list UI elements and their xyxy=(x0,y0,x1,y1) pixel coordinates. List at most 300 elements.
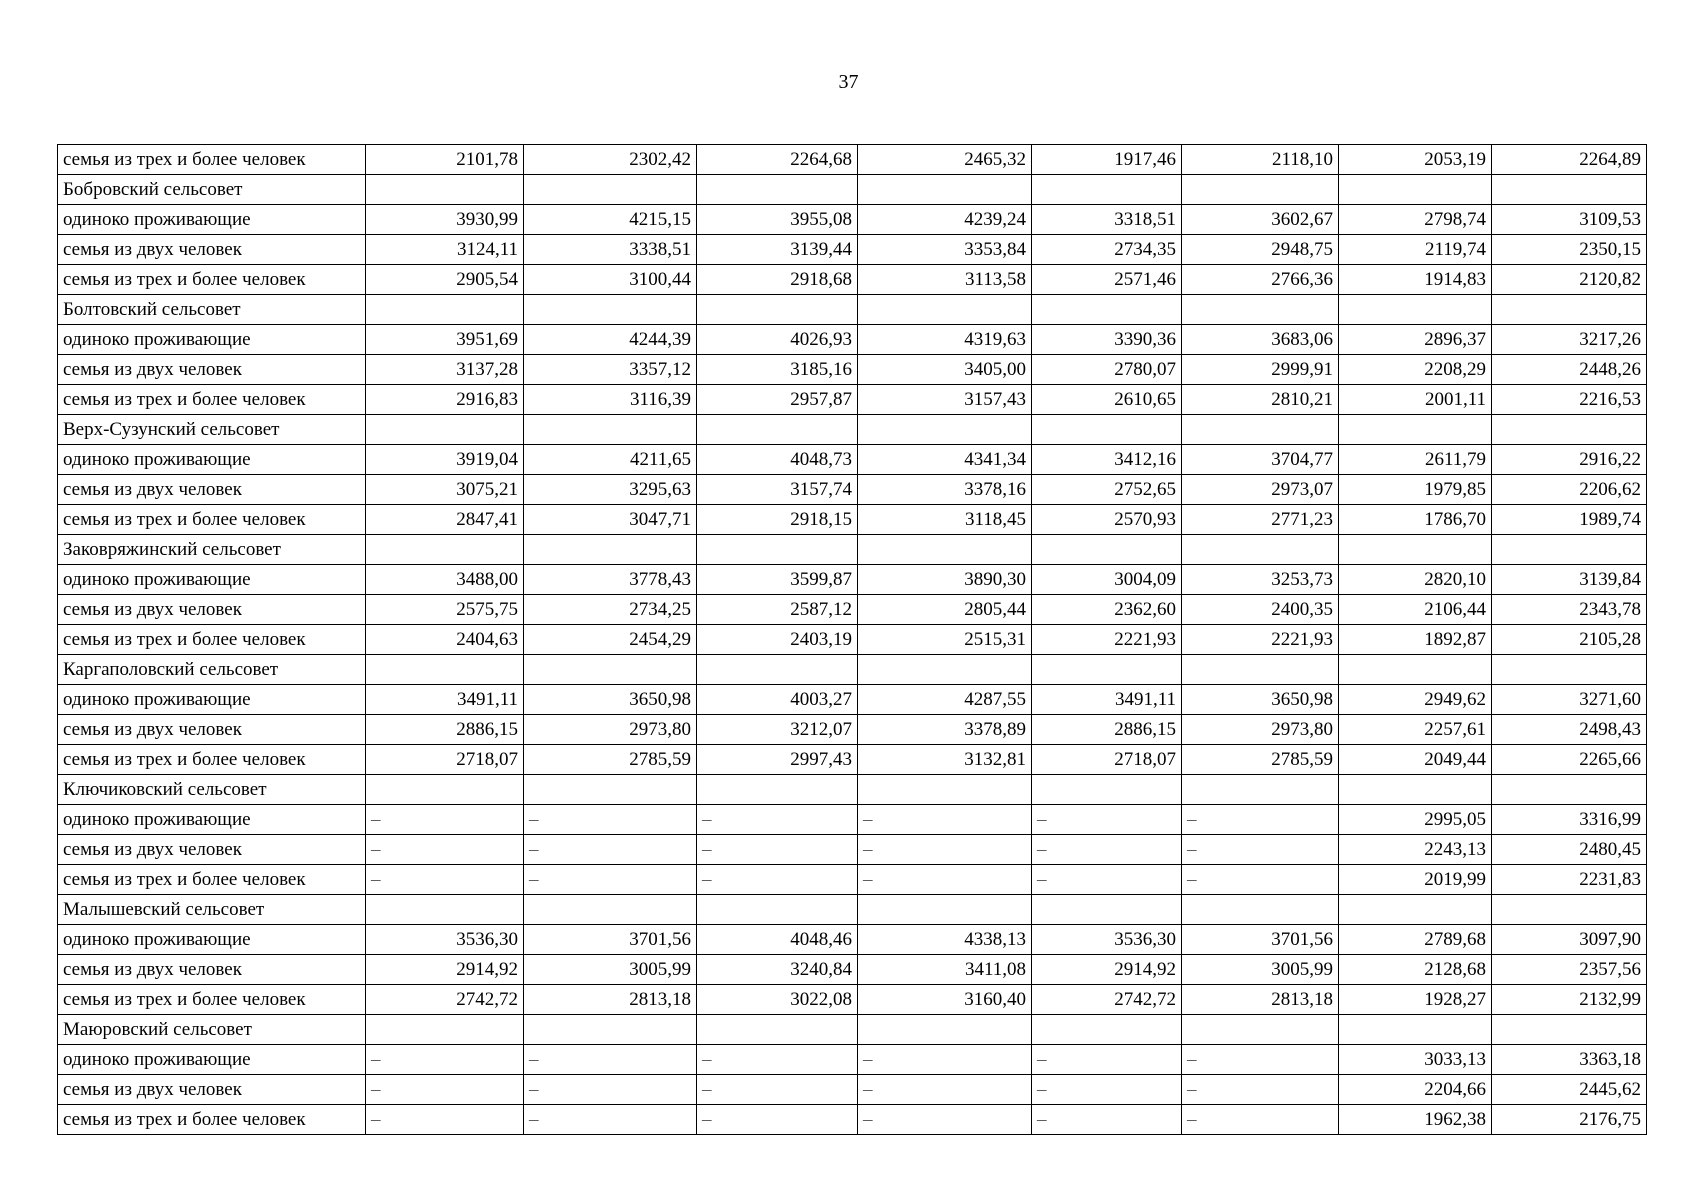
table-row xyxy=(58,145,1647,175)
blank-cell xyxy=(1032,895,1182,925)
row-label: одиноко проживающие xyxy=(58,565,366,595)
value-cell: 2905,54 xyxy=(366,265,524,295)
value-cell: 3338,51 xyxy=(524,235,697,265)
table-row xyxy=(58,625,1647,655)
value-cell: 3318,51 xyxy=(1032,205,1182,235)
value-cell: 2019,99 xyxy=(1339,865,1492,895)
row-label: семья из двух человек xyxy=(58,355,366,385)
value-cell: 3157,74 xyxy=(697,475,858,505)
blank-cell xyxy=(1492,175,1647,205)
table-row xyxy=(58,865,1647,895)
value-cell: 2949,62 xyxy=(1339,685,1492,715)
empty-value-cell: – xyxy=(524,805,697,835)
row-label: одиноко проживающие xyxy=(58,205,366,235)
empty-value-cell: – xyxy=(1032,1105,1182,1135)
blank-cell xyxy=(1032,1015,1182,1045)
row-label: семья из трех и более человек xyxy=(58,265,366,295)
empty-value-cell: – xyxy=(1032,865,1182,895)
blank-cell xyxy=(1182,655,1339,685)
value-cell: 2204,66 xyxy=(1339,1075,1492,1105)
row-label: семья из трех и более человек xyxy=(58,625,366,655)
value-cell: 3353,84 xyxy=(858,235,1032,265)
value-cell: 2400,35 xyxy=(1182,595,1339,625)
value-cell: 2515,31 xyxy=(858,625,1032,655)
blank-cell xyxy=(1492,415,1647,445)
value-cell: 2973,80 xyxy=(1182,715,1339,745)
page-number: 37 xyxy=(838,71,859,93)
blank-cell xyxy=(1339,895,1492,925)
blank-cell xyxy=(1339,295,1492,325)
value-cell: 2918,15 xyxy=(697,505,858,535)
blank-cell xyxy=(366,775,524,805)
value-cell: 2948,75 xyxy=(1182,235,1339,265)
empty-value-cell: – xyxy=(524,835,697,865)
value-cell: 1979,85 xyxy=(1339,475,1492,505)
blank-cell xyxy=(524,175,697,205)
blank-cell xyxy=(697,295,858,325)
value-cell: 2785,59 xyxy=(1182,745,1339,775)
value-cell: 2264,68 xyxy=(697,145,858,175)
value-cell: 4341,34 xyxy=(858,445,1032,475)
value-cell: 2789,68 xyxy=(1339,925,1492,955)
blank-cell xyxy=(1492,1015,1647,1045)
value-cell: 1928,27 xyxy=(1339,985,1492,1015)
value-cell: 2208,29 xyxy=(1339,355,1492,385)
blank-cell xyxy=(1182,775,1339,805)
value-cell: 2257,61 xyxy=(1339,715,1492,745)
value-cell: 2465,32 xyxy=(858,145,1032,175)
row-label: семья из трех и более человек xyxy=(58,985,366,1015)
section-row xyxy=(58,535,1647,565)
value-cell: 2973,80 xyxy=(524,715,697,745)
blank-cell xyxy=(858,775,1032,805)
blank-cell xyxy=(697,775,858,805)
blank-cell xyxy=(697,1015,858,1045)
empty-value-cell: – xyxy=(858,1045,1032,1075)
value-cell: 3005,99 xyxy=(1182,955,1339,985)
blank-cell xyxy=(858,655,1032,685)
value-cell: 2914,92 xyxy=(1032,955,1182,985)
value-cell: 2810,21 xyxy=(1182,385,1339,415)
blank-cell xyxy=(858,175,1032,205)
empty-value-cell: – xyxy=(366,1075,524,1105)
blank-cell xyxy=(697,535,858,565)
empty-value-cell: – xyxy=(366,835,524,865)
blank-cell xyxy=(1032,655,1182,685)
blank-cell xyxy=(366,895,524,925)
blank-cell xyxy=(1339,655,1492,685)
value-cell: 2265,66 xyxy=(1492,745,1647,775)
table-row xyxy=(58,745,1647,775)
value-cell: 3701,56 xyxy=(1182,925,1339,955)
value-cell: 2918,68 xyxy=(697,265,858,295)
value-cell: 3491,11 xyxy=(1032,685,1182,715)
value-cell: 2886,15 xyxy=(366,715,524,745)
value-cell: 4048,46 xyxy=(697,925,858,955)
value-cell: 3047,71 xyxy=(524,505,697,535)
row-label: семья из двух человек xyxy=(58,595,366,625)
blank-cell xyxy=(1339,415,1492,445)
blank-cell xyxy=(1182,895,1339,925)
blank-cell xyxy=(697,175,858,205)
blank-cell xyxy=(524,775,697,805)
value-cell: 3118,45 xyxy=(858,505,1032,535)
value-cell: 3890,30 xyxy=(858,565,1032,595)
value-cell: 2611,79 xyxy=(1339,445,1492,475)
empty-value-cell: – xyxy=(524,1105,697,1135)
section-label: Верх-Сузунский сельсовет xyxy=(58,415,366,445)
value-cell: 2480,45 xyxy=(1492,835,1647,865)
blank-cell xyxy=(1182,415,1339,445)
section-label: Ключиковский сельсовет xyxy=(58,775,366,805)
row-label: одиноко проживающие xyxy=(58,685,366,715)
value-cell: 3536,30 xyxy=(366,925,524,955)
empty-value-cell: – xyxy=(697,1045,858,1075)
value-cell: 2231,83 xyxy=(1492,865,1647,895)
value-cell: 2128,68 xyxy=(1339,955,1492,985)
row-label: семья из двух человек xyxy=(58,1075,366,1105)
value-cell: 1917,46 xyxy=(1032,145,1182,175)
value-cell: 2350,15 xyxy=(1492,235,1647,265)
table-row xyxy=(58,355,1647,385)
value-cell: 2302,42 xyxy=(524,145,697,175)
empty-value-cell: – xyxy=(697,805,858,835)
value-cell: 4215,15 xyxy=(524,205,697,235)
value-cell: 2820,10 xyxy=(1339,565,1492,595)
table-row xyxy=(58,265,1647,295)
empty-value-cell: – xyxy=(858,1075,1032,1105)
value-cell: 2176,75 xyxy=(1492,1105,1647,1135)
section-row xyxy=(58,295,1647,325)
empty-value-cell: – xyxy=(1182,835,1339,865)
value-cell: 3005,99 xyxy=(524,955,697,985)
value-cell: 2805,44 xyxy=(858,595,1032,625)
value-cell: 2216,53 xyxy=(1492,385,1647,415)
table-row xyxy=(58,685,1647,715)
empty-value-cell: – xyxy=(1032,1075,1182,1105)
empty-value-cell: – xyxy=(697,835,858,865)
value-cell: 3411,08 xyxy=(858,955,1032,985)
value-cell: 2362,60 xyxy=(1032,595,1182,625)
blank-cell xyxy=(1032,415,1182,445)
value-cell: 4338,13 xyxy=(858,925,1032,955)
blank-cell xyxy=(524,1015,697,1045)
value-cell: 2896,37 xyxy=(1339,325,1492,355)
value-cell: 1914,83 xyxy=(1339,265,1492,295)
blank-cell xyxy=(858,1015,1032,1045)
table-body xyxy=(58,145,1647,1135)
value-cell: 2766,36 xyxy=(1182,265,1339,295)
value-cell: 3488,00 xyxy=(366,565,524,595)
row-label: одиноко проживающие xyxy=(58,1045,366,1075)
section-row xyxy=(58,415,1647,445)
table-row xyxy=(58,925,1647,955)
value-cell: 1786,70 xyxy=(1339,505,1492,535)
value-cell: 2957,87 xyxy=(697,385,858,415)
value-cell: 3602,67 xyxy=(1182,205,1339,235)
table-row xyxy=(58,205,1647,235)
value-cell: 3137,28 xyxy=(366,355,524,385)
blank-cell xyxy=(366,295,524,325)
blank-cell xyxy=(1182,175,1339,205)
value-cell: 2771,23 xyxy=(1182,505,1339,535)
blank-cell xyxy=(1339,775,1492,805)
row-label: одиноко проживающие xyxy=(58,325,366,355)
blank-cell xyxy=(858,895,1032,925)
blank-cell xyxy=(1492,655,1647,685)
value-cell: 4003,27 xyxy=(697,685,858,715)
empty-value-cell: – xyxy=(366,865,524,895)
value-cell: 3100,44 xyxy=(524,265,697,295)
blank-cell xyxy=(697,655,858,685)
empty-value-cell: – xyxy=(524,1045,697,1075)
section-row xyxy=(58,895,1647,925)
blank-cell xyxy=(1492,295,1647,325)
value-cell: 2813,18 xyxy=(1182,985,1339,1015)
empty-value-cell: – xyxy=(858,805,1032,835)
empty-value-cell: – xyxy=(366,1045,524,1075)
empty-value-cell: – xyxy=(1032,835,1182,865)
empty-value-cell: – xyxy=(858,835,1032,865)
blank-cell xyxy=(697,895,858,925)
section-label: Каргаполовский сельсовет xyxy=(58,655,366,685)
blank-cell xyxy=(524,535,697,565)
value-cell: 3491,11 xyxy=(366,685,524,715)
table-row xyxy=(58,565,1647,595)
value-cell: 3930,99 xyxy=(366,205,524,235)
value-cell: 2718,07 xyxy=(366,745,524,775)
value-cell: 2610,65 xyxy=(1032,385,1182,415)
row-label: семья из трех и более человек xyxy=(58,505,366,535)
value-cell: 4244,39 xyxy=(524,325,697,355)
empty-value-cell: – xyxy=(1182,1075,1339,1105)
value-cell: 3116,39 xyxy=(524,385,697,415)
section-label: Заковряжинский сельсовет xyxy=(58,535,366,565)
table-row xyxy=(58,505,1647,535)
value-cell: 2120,82 xyxy=(1492,265,1647,295)
value-cell: 3951,69 xyxy=(366,325,524,355)
value-cell: 2718,07 xyxy=(1032,745,1182,775)
value-cell: 2243,13 xyxy=(1339,835,1492,865)
value-cell: 2752,65 xyxy=(1032,475,1182,505)
value-cell: 3704,77 xyxy=(1182,445,1339,475)
value-cell: 3919,04 xyxy=(366,445,524,475)
value-cell: 2813,18 xyxy=(524,985,697,1015)
blank-cell xyxy=(366,175,524,205)
value-cell: 3955,08 xyxy=(697,205,858,235)
value-cell: 4026,93 xyxy=(697,325,858,355)
value-cell: 2448,26 xyxy=(1492,355,1647,385)
section-label: Малышевский сельсовет xyxy=(58,895,366,925)
table-row xyxy=(58,445,1647,475)
table-row xyxy=(58,1075,1647,1105)
table-row xyxy=(58,475,1647,505)
row-label: одиноко проживающие xyxy=(58,445,366,475)
row-label: семья из двух человек xyxy=(58,835,366,865)
blank-cell xyxy=(1032,775,1182,805)
empty-value-cell: – xyxy=(366,1105,524,1135)
value-cell: 3378,16 xyxy=(858,475,1032,505)
value-cell: 3097,90 xyxy=(1492,925,1647,955)
value-cell: 2587,12 xyxy=(697,595,858,625)
value-cell: 2105,28 xyxy=(1492,625,1647,655)
value-cell: 2264,89 xyxy=(1492,145,1647,175)
empty-value-cell: – xyxy=(858,1105,1032,1135)
row-label: семья из трех и более человек xyxy=(58,385,366,415)
value-cell: 3683,06 xyxy=(1182,325,1339,355)
table-row xyxy=(58,955,1647,985)
value-cell: 3160,40 xyxy=(858,985,1032,1015)
value-cell: 3253,73 xyxy=(1182,565,1339,595)
value-cell: 2995,05 xyxy=(1339,805,1492,835)
empty-value-cell: – xyxy=(366,805,524,835)
row-label: семья из двух человек xyxy=(58,955,366,985)
section-label: Маюровский сельсовет xyxy=(58,1015,366,1045)
value-cell: 3004,09 xyxy=(1032,565,1182,595)
value-cell: 2221,93 xyxy=(1032,625,1182,655)
blank-cell xyxy=(1182,535,1339,565)
table-row xyxy=(58,595,1647,625)
table-row xyxy=(58,385,1647,415)
blank-cell xyxy=(1032,175,1182,205)
value-cell: 3650,98 xyxy=(1182,685,1339,715)
value-cell: 2001,11 xyxy=(1339,385,1492,415)
blank-cell xyxy=(697,415,858,445)
row-label: семья из трех и более человек xyxy=(58,865,366,895)
table-row xyxy=(58,985,1647,1015)
value-cell: 2403,19 xyxy=(697,625,858,655)
empty-value-cell: – xyxy=(524,865,697,895)
value-cell: 3778,43 xyxy=(524,565,697,595)
row-label: семья из трех и более человек xyxy=(58,1105,366,1135)
table-row xyxy=(58,715,1647,745)
value-cell: 3405,00 xyxy=(858,355,1032,385)
table-row xyxy=(58,325,1647,355)
empty-value-cell: – xyxy=(858,865,1032,895)
value-cell: 3157,43 xyxy=(858,385,1032,415)
value-cell: 3075,21 xyxy=(366,475,524,505)
value-cell: 3390,36 xyxy=(1032,325,1182,355)
table-row xyxy=(58,1045,1647,1075)
value-cell: 2106,44 xyxy=(1339,595,1492,625)
empty-value-cell: – xyxy=(697,865,858,895)
blank-cell xyxy=(1492,895,1647,925)
empty-value-cell: – xyxy=(1182,805,1339,835)
section-label: Бобровский сельсовет xyxy=(58,175,366,205)
value-cell: 2742,72 xyxy=(1032,985,1182,1015)
value-cell: 1962,38 xyxy=(1339,1105,1492,1135)
section-row xyxy=(58,655,1647,685)
value-cell: 3701,56 xyxy=(524,925,697,955)
value-cell: 2571,46 xyxy=(1032,265,1182,295)
value-cell: 2404,63 xyxy=(366,625,524,655)
empty-value-cell: – xyxy=(1032,805,1182,835)
row-label: семья из трех и более человек xyxy=(58,745,366,775)
blank-cell xyxy=(1492,535,1647,565)
value-cell: 3536,30 xyxy=(1032,925,1182,955)
value-cell: 4239,24 xyxy=(858,205,1032,235)
value-cell: 3217,26 xyxy=(1492,325,1647,355)
value-cell: 2049,44 xyxy=(1339,745,1492,775)
value-cell: 1892,87 xyxy=(1339,625,1492,655)
value-cell: 2053,19 xyxy=(1339,145,1492,175)
value-cell: 4287,55 xyxy=(858,685,1032,715)
blank-cell xyxy=(1339,1015,1492,1045)
blank-cell xyxy=(1032,535,1182,565)
value-cell: 3357,12 xyxy=(524,355,697,385)
blank-cell xyxy=(524,895,697,925)
blank-cell xyxy=(858,295,1032,325)
value-cell: 2132,99 xyxy=(1492,985,1647,1015)
value-cell: 3113,58 xyxy=(858,265,1032,295)
section-row xyxy=(58,1015,1647,1045)
value-cell: 3650,98 xyxy=(524,685,697,715)
empty-value-cell: – xyxy=(524,1075,697,1105)
value-cell: 3599,87 xyxy=(697,565,858,595)
value-cell: 3212,07 xyxy=(697,715,858,745)
empty-value-cell: – xyxy=(697,1075,858,1105)
blank-cell xyxy=(858,535,1032,565)
empty-value-cell: – xyxy=(697,1105,858,1135)
blank-cell xyxy=(524,415,697,445)
value-cell: 3271,60 xyxy=(1492,685,1647,715)
value-cell: 2785,59 xyxy=(524,745,697,775)
value-cell: 2575,75 xyxy=(366,595,524,625)
cost-table xyxy=(57,144,1647,1135)
value-cell: 2886,15 xyxy=(1032,715,1182,745)
value-cell: 2118,10 xyxy=(1182,145,1339,175)
empty-value-cell: – xyxy=(1032,1045,1182,1075)
row-label: одиноко проживающие xyxy=(58,805,366,835)
value-cell: 3295,63 xyxy=(524,475,697,505)
row-label: семья из двух человек xyxy=(58,235,366,265)
blank-cell xyxy=(366,655,524,685)
blank-cell xyxy=(366,535,524,565)
value-cell: 2206,62 xyxy=(1492,475,1647,505)
value-cell: 2742,72 xyxy=(366,985,524,1015)
value-cell: 2914,92 xyxy=(366,955,524,985)
value-cell: 3316,99 xyxy=(1492,805,1647,835)
blank-cell xyxy=(366,415,524,445)
value-cell: 3240,84 xyxy=(697,955,858,985)
value-cell: 2798,74 xyxy=(1339,205,1492,235)
value-cell: 2101,78 xyxy=(366,145,524,175)
value-cell: 2357,56 xyxy=(1492,955,1647,985)
value-cell: 2498,43 xyxy=(1492,715,1647,745)
value-cell: 3109,53 xyxy=(1492,205,1647,235)
row-label: семья из трех и более человек xyxy=(58,145,366,175)
blank-cell xyxy=(1339,175,1492,205)
value-cell: 4211,65 xyxy=(524,445,697,475)
blank-cell xyxy=(524,295,697,325)
table-row xyxy=(58,805,1647,835)
value-cell: 1989,74 xyxy=(1492,505,1647,535)
section-row xyxy=(58,175,1647,205)
section-row xyxy=(58,775,1647,805)
empty-value-cell: – xyxy=(1182,1105,1339,1135)
table-row xyxy=(58,835,1647,865)
row-label: одиноко проживающие xyxy=(58,925,366,955)
value-cell: 2570,93 xyxy=(1032,505,1182,535)
value-cell: 2997,43 xyxy=(697,745,858,775)
empty-value-cell: – xyxy=(1182,865,1339,895)
value-cell: 4319,63 xyxy=(858,325,1032,355)
value-cell: 2916,83 xyxy=(366,385,524,415)
value-cell: 3378,89 xyxy=(858,715,1032,745)
value-cell: 2847,41 xyxy=(366,505,524,535)
row-label: семья из двух человек xyxy=(58,475,366,505)
value-cell: 2780,07 xyxy=(1032,355,1182,385)
